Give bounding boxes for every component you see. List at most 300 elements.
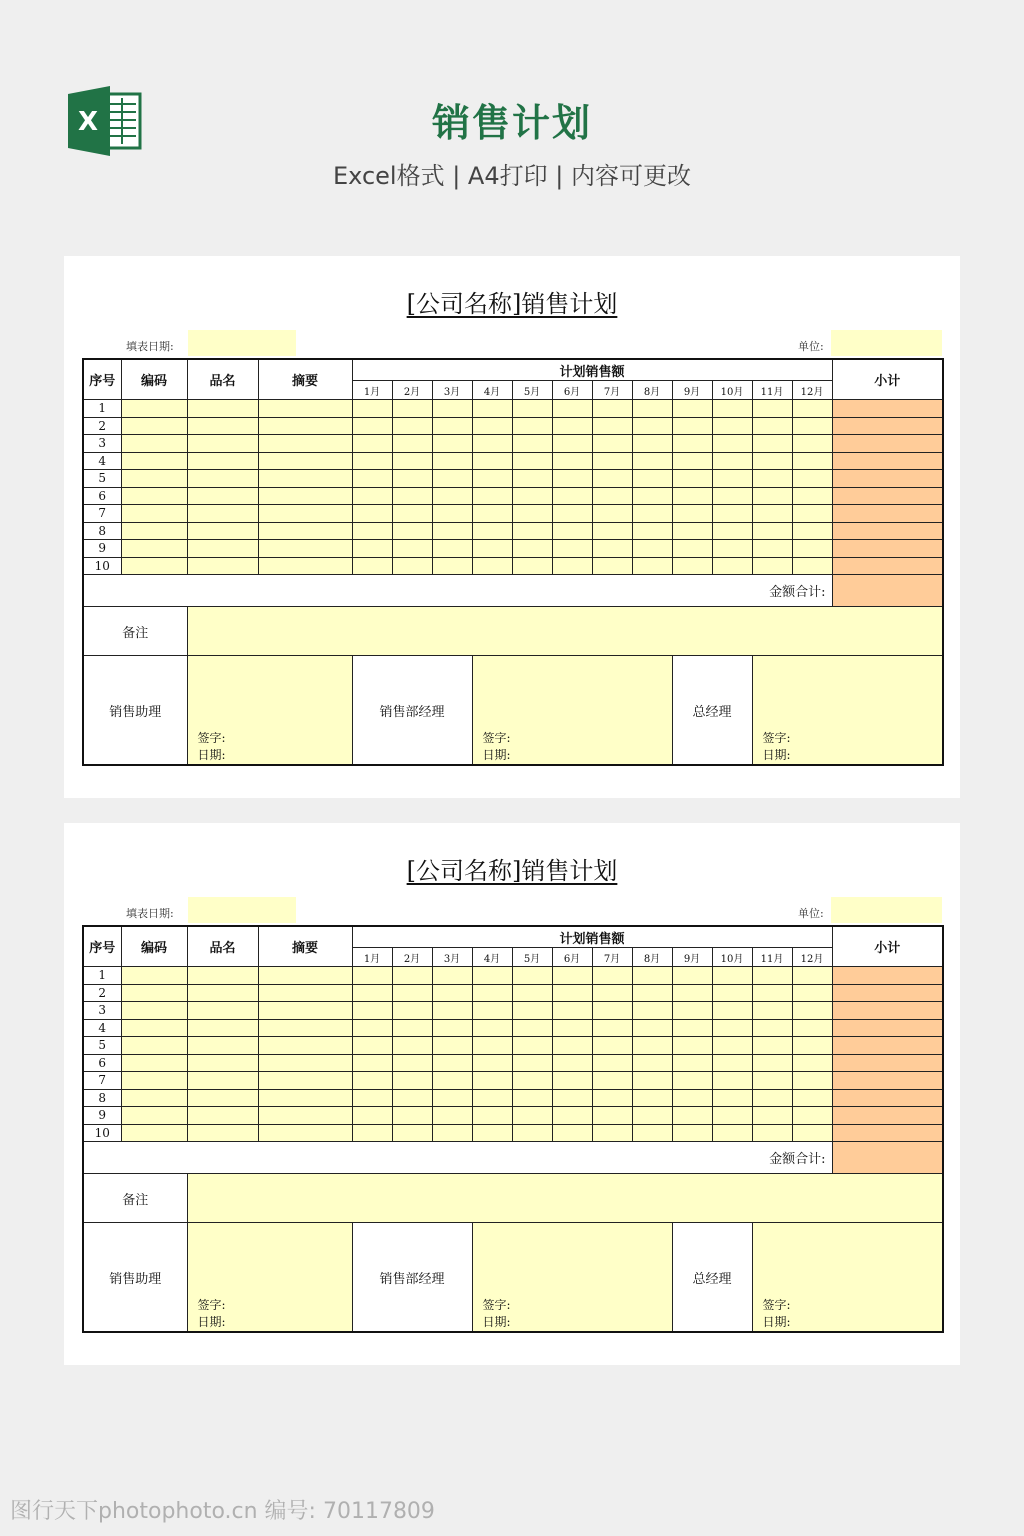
input-cell[interactable] — [258, 967, 352, 985]
input-cell[interactable] — [672, 1019, 712, 1037]
input-cell[interactable] — [121, 435, 187, 453]
input-cell[interactable] — [392, 984, 432, 1002]
input-cell[interactable] — [432, 487, 472, 505]
input-cell[interactable] — [552, 470, 592, 488]
input-cell[interactable] — [472, 487, 512, 505]
input-cell[interactable] — [592, 417, 632, 435]
input-cell[interactable] — [352, 452, 392, 470]
input-cell[interactable] — [472, 1037, 512, 1055]
input-cell[interactable] — [672, 540, 712, 558]
input-cell[interactable] — [752, 1019, 792, 1037]
input-cell[interactable] — [392, 522, 432, 540]
input-cell[interactable] — [432, 1054, 472, 1072]
input-cell[interactable] — [752, 1107, 792, 1125]
input-cell[interactable] — [352, 1037, 392, 1055]
input-cell[interactable] — [392, 417, 432, 435]
input-cell[interactable] — [352, 984, 392, 1002]
input-cell[interactable] — [121, 400, 187, 418]
signature-field[interactable] — [752, 1223, 943, 1333]
input-cell[interactable] — [592, 1019, 632, 1037]
input-cell[interactable] — [392, 505, 432, 523]
input-cell[interactable] — [632, 1054, 672, 1072]
input-cell[interactable] — [472, 1002, 512, 1020]
remark-field[interactable] — [187, 607, 943, 656]
input-cell[interactable] — [121, 1089, 187, 1107]
input-cell[interactable] — [712, 1037, 752, 1055]
input-cell[interactable] — [121, 1107, 187, 1125]
input-cell[interactable] — [592, 505, 632, 523]
input-cell[interactable] — [352, 505, 392, 523]
input-cell[interactable] — [432, 557, 472, 575]
input-cell[interactable] — [512, 435, 552, 453]
input-cell[interactable] — [352, 435, 392, 453]
signature-field[interactable] — [472, 656, 672, 766]
input-cell[interactable] — [592, 400, 632, 418]
input-cell[interactable] — [712, 470, 752, 488]
input-cell[interactable] — [592, 487, 632, 505]
input-cell[interactable] — [187, 1002, 258, 1020]
input-cell[interactable] — [187, 557, 258, 575]
input-cell[interactable] — [672, 1124, 712, 1142]
input-cell[interactable] — [432, 470, 472, 488]
input-cell[interactable] — [752, 1037, 792, 1055]
input-cell[interactable] — [121, 984, 187, 1002]
input-cell[interactable] — [792, 435, 832, 453]
input-cell[interactable] — [632, 452, 672, 470]
input-cell[interactable] — [592, 540, 632, 558]
input-cell[interactable] — [592, 1002, 632, 1020]
input-cell[interactable] — [512, 1107, 552, 1125]
input-cell[interactable] — [258, 1054, 352, 1072]
input-cell[interactable] — [632, 417, 672, 435]
input-cell[interactable] — [712, 1019, 752, 1037]
input-cell[interactable] — [187, 967, 258, 985]
input-cell[interactable] — [432, 1002, 472, 1020]
input-cell[interactable] — [392, 557, 432, 575]
input-cell[interactable] — [552, 487, 592, 505]
input-cell[interactable] — [752, 967, 792, 985]
input-cell[interactable] — [352, 1124, 392, 1142]
input-cell[interactable] — [712, 522, 752, 540]
input-cell[interactable] — [352, 1019, 392, 1037]
input-cell[interactable] — [712, 400, 752, 418]
input-cell[interactable] — [187, 400, 258, 418]
input-cell[interactable] — [187, 1124, 258, 1142]
input-cell[interactable] — [258, 540, 352, 558]
input-cell[interactable] — [472, 435, 512, 453]
input-cell[interactable] — [432, 1107, 472, 1125]
input-cell[interactable] — [187, 505, 258, 523]
input-cell[interactable] — [672, 1054, 712, 1072]
input-cell[interactable] — [432, 984, 472, 1002]
input-cell[interactable] — [552, 1002, 592, 1020]
input-cell[interactable] — [632, 540, 672, 558]
input-cell[interactable] — [792, 522, 832, 540]
input-cell[interactable] — [792, 984, 832, 1002]
fill-date-field[interactable] — [188, 897, 296, 923]
input-cell[interactable] — [712, 967, 752, 985]
input-cell[interactable] — [552, 505, 592, 523]
input-cell[interactable] — [632, 1002, 672, 1020]
input-cell[interactable] — [352, 400, 392, 418]
input-cell[interactable] — [592, 1037, 632, 1055]
input-cell[interactable] — [672, 1089, 712, 1107]
input-cell[interactable] — [258, 487, 352, 505]
input-cell[interactable] — [792, 1072, 832, 1090]
input-cell[interactable] — [632, 1107, 672, 1125]
input-cell[interactable] — [552, 557, 592, 575]
input-cell[interactable] — [672, 1107, 712, 1125]
input-cell[interactable] — [552, 1124, 592, 1142]
input-cell[interactable] — [512, 400, 552, 418]
input-cell[interactable] — [592, 557, 632, 575]
input-cell[interactable] — [187, 1019, 258, 1037]
input-cell[interactable] — [752, 1002, 792, 1020]
input-cell[interactable] — [352, 1054, 392, 1072]
input-cell[interactable] — [187, 1054, 258, 1072]
input-cell[interactable] — [352, 557, 392, 575]
input-cell[interactable] — [672, 967, 712, 985]
input-cell[interactable] — [472, 540, 512, 558]
input-cell[interactable] — [258, 1002, 352, 1020]
remark-field[interactable] — [187, 1174, 943, 1223]
input-cell[interactable] — [512, 487, 552, 505]
input-cell[interactable] — [187, 470, 258, 488]
input-cell[interactable] — [187, 435, 258, 453]
input-cell[interactable] — [592, 1107, 632, 1125]
input-cell[interactable] — [512, 1019, 552, 1037]
input-cell[interactable] — [472, 1019, 512, 1037]
input-cell[interactable] — [432, 540, 472, 558]
input-cell[interactable] — [672, 1072, 712, 1090]
input-cell[interactable] — [712, 1002, 752, 1020]
input-cell[interactable] — [432, 1089, 472, 1107]
input-cell[interactable] — [512, 505, 552, 523]
input-cell[interactable] — [672, 1037, 712, 1055]
signature-field[interactable] — [187, 1223, 352, 1333]
input-cell[interactable] — [392, 435, 432, 453]
input-cell[interactable] — [512, 557, 552, 575]
input-cell[interactable] — [552, 1107, 592, 1125]
signature-field[interactable] — [752, 656, 943, 766]
input-cell[interactable] — [392, 1124, 432, 1142]
input-cell[interactable] — [187, 417, 258, 435]
input-cell[interactable] — [258, 505, 352, 523]
input-cell[interactable] — [792, 1019, 832, 1037]
input-cell[interactable] — [121, 1037, 187, 1055]
input-cell[interactable] — [792, 967, 832, 985]
input-cell[interactable] — [632, 505, 672, 523]
input-cell[interactable] — [472, 967, 512, 985]
input-cell[interactable] — [472, 505, 512, 523]
input-cell[interactable] — [752, 435, 792, 453]
input-cell[interactable] — [258, 1107, 352, 1125]
signature-field[interactable] — [472, 1223, 672, 1333]
input-cell[interactable] — [472, 1054, 512, 1072]
input-cell[interactable] — [121, 540, 187, 558]
input-cell[interactable] — [472, 1072, 512, 1090]
input-cell[interactable] — [552, 1072, 592, 1090]
input-cell[interactable] — [121, 487, 187, 505]
input-cell[interactable] — [672, 435, 712, 453]
input-cell[interactable] — [392, 1019, 432, 1037]
input-cell[interactable] — [121, 522, 187, 540]
input-cell[interactable] — [552, 1019, 592, 1037]
input-cell[interactable] — [352, 1089, 392, 1107]
input-cell[interactable] — [352, 1072, 392, 1090]
input-cell[interactable] — [792, 1054, 832, 1072]
input-cell[interactable] — [432, 1124, 472, 1142]
input-cell[interactable] — [792, 557, 832, 575]
input-cell[interactable] — [472, 1124, 512, 1142]
input-cell[interactable] — [512, 1002, 552, 1020]
input-cell[interactable] — [512, 522, 552, 540]
input-cell[interactable] — [712, 1107, 752, 1125]
input-cell[interactable] — [752, 487, 792, 505]
input-cell[interactable] — [121, 967, 187, 985]
input-cell[interactable] — [672, 487, 712, 505]
input-cell[interactable] — [472, 417, 512, 435]
input-cell[interactable] — [121, 505, 187, 523]
input-cell[interactable] — [472, 1107, 512, 1125]
input-cell[interactable] — [258, 984, 352, 1002]
input-cell[interactable] — [258, 470, 352, 488]
input-cell[interactable] — [672, 400, 712, 418]
input-cell[interactable] — [712, 1089, 752, 1107]
input-cell[interactable] — [792, 505, 832, 523]
input-cell[interactable] — [432, 417, 472, 435]
input-cell[interactable] — [392, 1072, 432, 1090]
input-cell[interactable] — [258, 1124, 352, 1142]
input-cell[interactable] — [187, 522, 258, 540]
input-cell[interactable] — [632, 522, 672, 540]
input-cell[interactable] — [432, 967, 472, 985]
input-cell[interactable] — [512, 1089, 552, 1107]
unit-field[interactable] — [831, 897, 942, 923]
input-cell[interactable] — [432, 400, 472, 418]
input-cell[interactable] — [712, 984, 752, 1002]
input-cell[interactable] — [258, 452, 352, 470]
input-cell[interactable] — [632, 470, 672, 488]
input-cell[interactable] — [392, 452, 432, 470]
unit-field[interactable] — [831, 330, 942, 356]
input-cell[interactable] — [672, 417, 712, 435]
input-cell[interactable] — [752, 1124, 792, 1142]
input-cell[interactable] — [258, 435, 352, 453]
input-cell[interactable] — [792, 1002, 832, 1020]
input-cell[interactable] — [792, 487, 832, 505]
input-cell[interactable] — [432, 522, 472, 540]
input-cell[interactable] — [432, 505, 472, 523]
input-cell[interactable] — [121, 1054, 187, 1072]
input-cell[interactable] — [672, 522, 712, 540]
input-cell[interactable] — [552, 1089, 592, 1107]
input-cell[interactable] — [592, 1072, 632, 1090]
input-cell[interactable] — [552, 984, 592, 1002]
input-cell[interactable] — [258, 400, 352, 418]
input-cell[interactable] — [472, 470, 512, 488]
input-cell[interactable] — [121, 452, 187, 470]
input-cell[interactable] — [352, 1107, 392, 1125]
input-cell[interactable] — [512, 1072, 552, 1090]
input-cell[interactable] — [512, 452, 552, 470]
input-cell[interactable] — [258, 557, 352, 575]
input-cell[interactable] — [512, 540, 552, 558]
input-cell[interactable] — [632, 1019, 672, 1037]
input-cell[interactable] — [258, 417, 352, 435]
input-cell[interactable] — [392, 1037, 432, 1055]
input-cell[interactable] — [432, 435, 472, 453]
input-cell[interactable] — [392, 470, 432, 488]
input-cell[interactable] — [512, 1054, 552, 1072]
input-cell[interactable] — [352, 522, 392, 540]
input-cell[interactable] — [632, 400, 672, 418]
input-cell[interactable] — [752, 1054, 792, 1072]
input-cell[interactable] — [752, 452, 792, 470]
input-cell[interactable] — [752, 540, 792, 558]
input-cell[interactable] — [552, 967, 592, 985]
input-cell[interactable] — [552, 400, 592, 418]
input-cell[interactable] — [712, 540, 752, 558]
input-cell[interactable] — [187, 452, 258, 470]
input-cell[interactable] — [512, 470, 552, 488]
input-cell[interactable] — [187, 1107, 258, 1125]
input-cell[interactable] — [592, 522, 632, 540]
input-cell[interactable] — [632, 1089, 672, 1107]
input-cell[interactable] — [187, 1072, 258, 1090]
input-cell[interactable] — [632, 1037, 672, 1055]
input-cell[interactable] — [472, 452, 512, 470]
input-cell[interactable] — [712, 1124, 752, 1142]
input-cell[interactable] — [258, 1037, 352, 1055]
input-cell[interactable] — [352, 470, 392, 488]
input-cell[interactable] — [432, 1037, 472, 1055]
input-cell[interactable] — [121, 1019, 187, 1037]
input-cell[interactable] — [592, 470, 632, 488]
input-cell[interactable] — [792, 1107, 832, 1125]
input-cell[interactable] — [512, 967, 552, 985]
input-cell[interactable] — [472, 984, 512, 1002]
input-cell[interactable] — [472, 1089, 512, 1107]
input-cell[interactable] — [121, 1002, 187, 1020]
input-cell[interactable] — [352, 417, 392, 435]
input-cell[interactable] — [121, 1124, 187, 1142]
input-cell[interactable] — [712, 417, 752, 435]
signature-field[interactable] — [187, 656, 352, 766]
input-cell[interactable] — [472, 400, 512, 418]
input-cell[interactable] — [792, 1124, 832, 1142]
input-cell[interactable] — [672, 470, 712, 488]
input-cell[interactable] — [552, 1054, 592, 1072]
input-cell[interactable] — [392, 487, 432, 505]
input-cell[interactable] — [752, 470, 792, 488]
input-cell[interactable] — [592, 984, 632, 1002]
input-cell[interactable] — [121, 1072, 187, 1090]
input-cell[interactable] — [432, 1072, 472, 1090]
input-cell[interactable] — [632, 1072, 672, 1090]
input-cell[interactable] — [672, 505, 712, 523]
input-cell[interactable] — [632, 967, 672, 985]
input-cell[interactable] — [752, 505, 792, 523]
input-cell[interactable] — [258, 1072, 352, 1090]
input-cell[interactable] — [712, 487, 752, 505]
input-cell[interactable] — [752, 417, 792, 435]
input-cell[interactable] — [258, 522, 352, 540]
input-cell[interactable] — [792, 1037, 832, 1055]
input-cell[interactable] — [752, 1072, 792, 1090]
input-cell[interactable] — [187, 1089, 258, 1107]
input-cell[interactable] — [592, 1089, 632, 1107]
input-cell[interactable] — [792, 417, 832, 435]
input-cell[interactable] — [472, 557, 512, 575]
input-cell[interactable] — [121, 417, 187, 435]
input-cell[interactable] — [752, 400, 792, 418]
input-cell[interactable] — [512, 1124, 552, 1142]
input-cell[interactable] — [672, 984, 712, 1002]
input-cell[interactable] — [592, 967, 632, 985]
input-cell[interactable] — [752, 557, 792, 575]
input-cell[interactable] — [121, 470, 187, 488]
input-cell[interactable] — [792, 1089, 832, 1107]
input-cell[interactable] — [632, 435, 672, 453]
input-cell[interactable] — [672, 557, 712, 575]
input-cell[interactable] — [632, 1124, 672, 1142]
input-cell[interactable] — [432, 452, 472, 470]
input-cell[interactable] — [552, 417, 592, 435]
input-cell[interactable] — [792, 540, 832, 558]
input-cell[interactable] — [392, 1054, 432, 1072]
input-cell[interactable] — [712, 505, 752, 523]
input-cell[interactable] — [392, 1107, 432, 1125]
input-cell[interactable] — [512, 984, 552, 1002]
input-cell[interactable] — [592, 435, 632, 453]
input-cell[interactable] — [752, 522, 792, 540]
input-cell[interactable] — [592, 1054, 632, 1072]
input-cell[interactable] — [352, 1002, 392, 1020]
input-cell[interactable] — [672, 452, 712, 470]
input-cell[interactable] — [121, 557, 187, 575]
input-cell[interactable] — [632, 984, 672, 1002]
input-cell[interactable] — [592, 1124, 632, 1142]
input-cell[interactable] — [432, 1019, 472, 1037]
input-cell[interactable] — [632, 487, 672, 505]
input-cell[interactable] — [552, 435, 592, 453]
input-cell[interactable] — [352, 487, 392, 505]
input-cell[interactable] — [352, 967, 392, 985]
input-cell[interactable] — [187, 540, 258, 558]
input-cell[interactable] — [592, 452, 632, 470]
input-cell[interactable] — [552, 1037, 592, 1055]
input-cell[interactable] — [712, 557, 752, 575]
input-cell[interactable] — [512, 1037, 552, 1055]
input-cell[interactable] — [712, 1054, 752, 1072]
input-cell[interactable] — [792, 452, 832, 470]
input-cell[interactable] — [392, 967, 432, 985]
input-cell[interactable] — [187, 487, 258, 505]
input-cell[interactable] — [392, 1002, 432, 1020]
input-cell[interactable] — [187, 1037, 258, 1055]
input-cell[interactable] — [712, 1072, 752, 1090]
input-cell[interactable] — [792, 470, 832, 488]
input-cell[interactable] — [392, 400, 432, 418]
input-cell[interactable] — [792, 400, 832, 418]
input-cell[interactable] — [392, 540, 432, 558]
input-cell[interactable] — [258, 1089, 352, 1107]
fill-date-field[interactable] — [188, 330, 296, 356]
input-cell[interactable] — [258, 1019, 352, 1037]
input-cell[interactable] — [712, 452, 752, 470]
input-cell[interactable] — [552, 452, 592, 470]
